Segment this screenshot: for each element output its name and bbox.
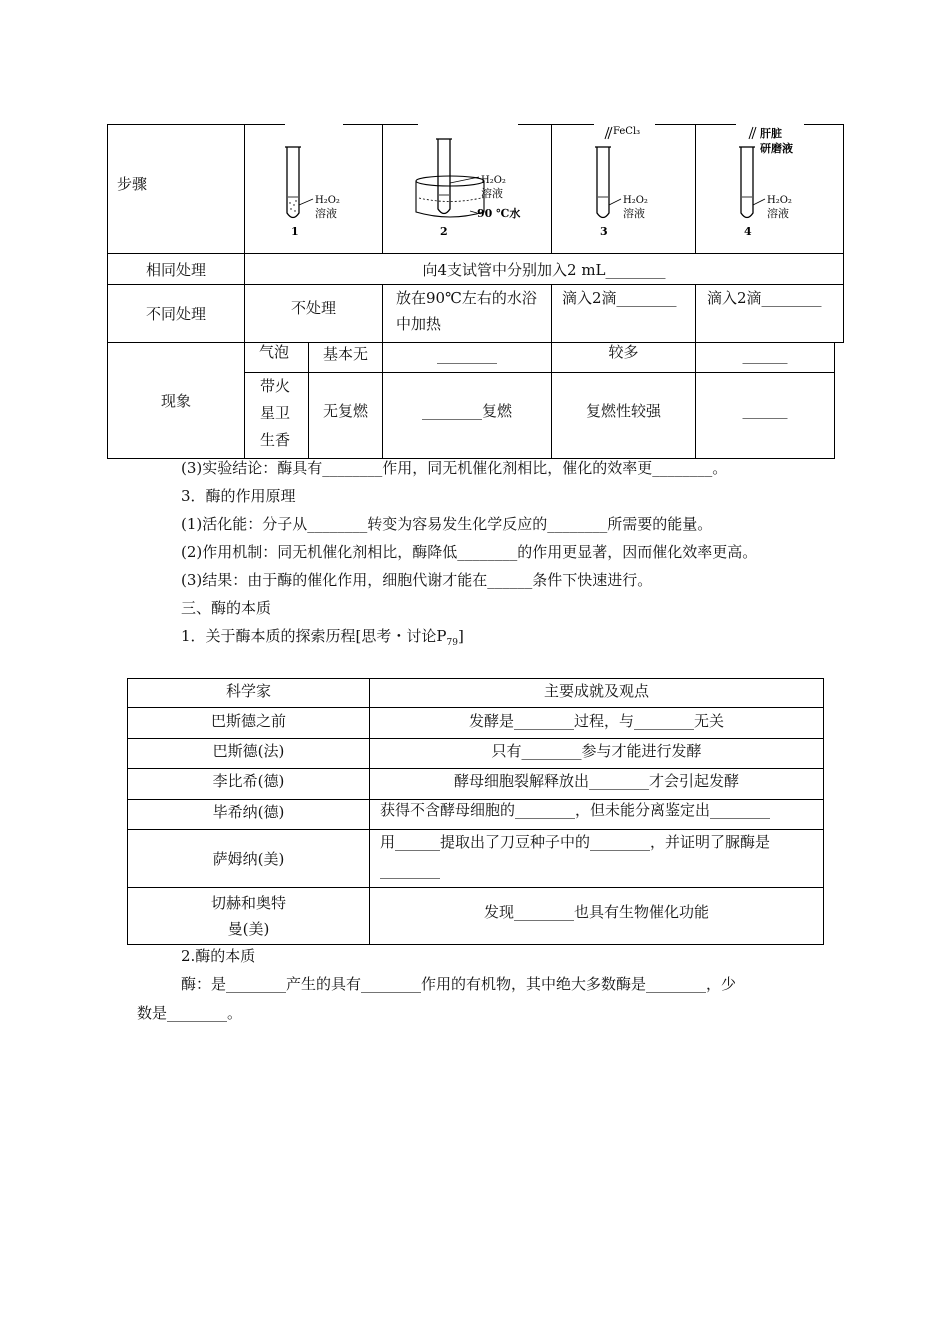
tube-2-bath: 90 ℃水 [477, 207, 521, 220]
achievement-2: 只有________参与才能进行发酵 [491, 741, 702, 760]
bubble-value-1: 基本无 [322, 344, 368, 363]
bubble-value-2: ________ [437, 346, 497, 364]
nature-line-1: 酶：是________产生的具有________作用的有机物，其中绝大多数酶是________，少 [181, 975, 737, 993]
tube-3-label-b: 溶液 [623, 207, 645, 220]
nature-line-2: 数是________。 [137, 1004, 243, 1022]
tube-4-label-a: H₂O₂ [767, 195, 792, 206]
header-scientist: 科学家 [225, 681, 271, 700]
section-heading: 三、酶的本质 [181, 599, 272, 617]
incense-label: 带火星卫生香 [260, 377, 291, 449]
tube-2-number: 2 [440, 225, 448, 238]
tube-3-reagent: FeCl₃ [613, 126, 641, 137]
tube-4-reagent-a: 肝脏 [760, 127, 782, 140]
scientist-4: 毕希纳(德) [212, 802, 285, 821]
result-text: (3)结果：由于酶的催化作用，细胞代谢才能在______条件下快速进行。 [181, 571, 653, 589]
tube-2-label-a: H₂O₂ [481, 175, 506, 186]
tube-1-label-a: H₂O₂ [315, 195, 340, 206]
same-treatment-text: 向4支试管中分别加入2 mL________ [422, 260, 666, 279]
mechanism-text: (2)作用机制：同无机催化剂相比，酶降低________的作用更显著，因而催化效率更高。 [181, 543, 758, 561]
tube-3-figure [595, 126, 648, 238]
incense-value-3: 复燃性较强 [585, 401, 661, 420]
achievement-6: 发现________也具有生物催化功能 [483, 902, 709, 921]
diff-cell-3: 滴入2滴________ [562, 289, 677, 307]
tube-1-label-b: 溶液 [315, 207, 337, 220]
nature-heading: 2.酶的本质 [181, 947, 256, 965]
history-heading: 1．关于酶本质的探索历程[思考・讨论$P_{79}$] [181, 627, 464, 648]
row-label-diff: 不同处理 [145, 305, 206, 323]
tube-2-figure [416, 139, 520, 238]
diff-cell-1: 不处理 [290, 299, 336, 317]
tube-4-figure [739, 126, 793, 238]
tube-4-label-b: 溶液 [767, 207, 789, 220]
header-achievement: 主要成就及观点 [543, 681, 649, 700]
tube-4-number: 4 [744, 225, 752, 238]
achievement-4: 获得不含酵母细胞的________，但未能分离鉴定出________ [380, 801, 771, 819]
tube-3-label-a: H₂O₂ [623, 195, 648, 206]
row-label-same: 相同处理 [145, 260, 206, 279]
bubble-value-3: 较多 [608, 342, 639, 361]
row-label-steps: 步骤 [117, 175, 148, 193]
diff-cell-4: 滴入2滴________ [707, 289, 822, 307]
tube-1-figure [285, 147, 340, 238]
test-tube-figures [245, 125, 845, 253]
activation-text: (1)活化能：分子从________转变为容易发生化学反应的________所需要的能量。 [181, 515, 713, 533]
scientist-3: 李比希(德) [212, 771, 285, 790]
row-label-phenomenon: 现象 [160, 392, 191, 410]
conclusion-text: (3)实验结论：酶具有________作用，同无机催化剂相比，催化的效率更________。 [181, 459, 728, 477]
incense-value-2: ________复燃 [421, 401, 512, 420]
bubble-value-4: ______ [742, 346, 788, 364]
incense-value-1: 无复燃 [322, 401, 368, 420]
achievement-1: 发酵是________过程，与________无关 [468, 711, 724, 730]
achievement-5: 用______提取出了刀豆种子中的________，并证明了脲酶是________ [380, 833, 771, 879]
scientist-1: 巴斯德之前 [210, 711, 286, 730]
achievement-3: 酵母细胞裂解释放出________才会引起发酵 [453, 771, 739, 790]
tube-1-number: 1 [291, 225, 299, 238]
incense-value-4: ______ [742, 401, 788, 419]
bubble-label: 气泡 [259, 343, 290, 361]
tube-2-label-b: 溶液 [481, 187, 503, 200]
tube-3-number: 3 [600, 225, 608, 238]
scientist-6: 切赫和奥特曼(美) [210, 894, 286, 938]
diff-cell-2: 放在90℃左右的水浴中加热 [396, 289, 537, 333]
scientist-5: 萨姆纳(美) [212, 850, 285, 868]
tube-4-reagent-b: 研磨液 [760, 142, 793, 155]
scientist-2: 巴斯德(法) [212, 741, 285, 760]
principle-heading: 3．酶的作用原理 [181, 487, 296, 505]
